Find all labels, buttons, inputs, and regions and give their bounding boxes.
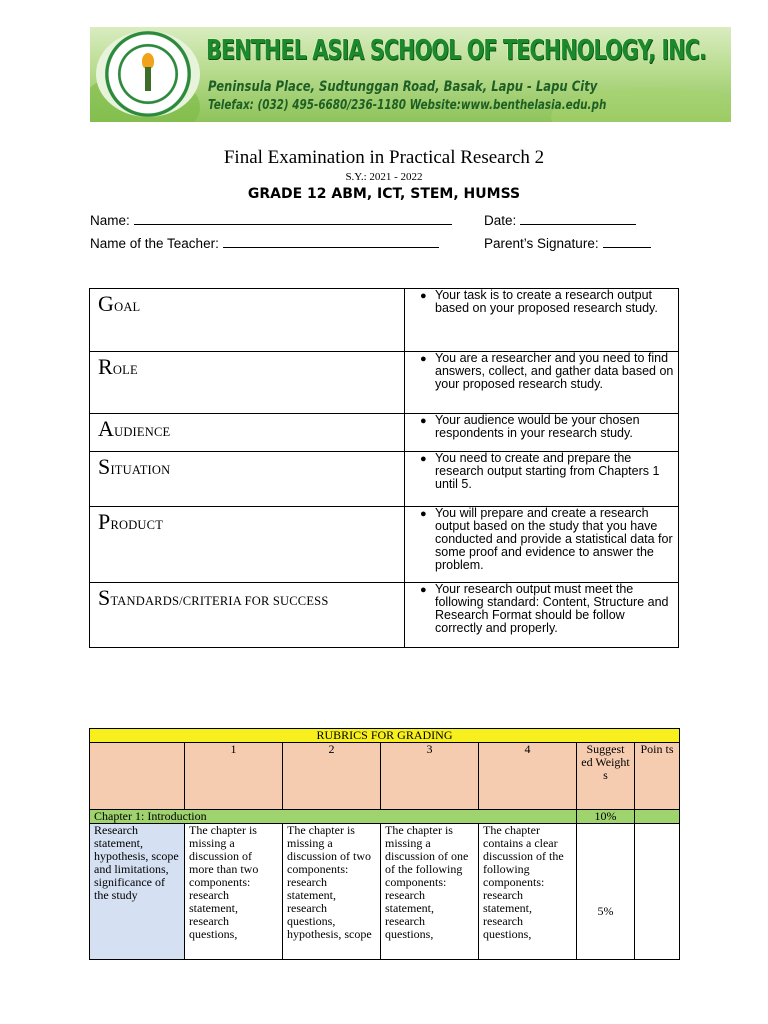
level-3-cell: The chapter is missing a discussion of one of the following components: research statement, research questions, [381,824,479,960]
grade-levels: GRADE 12 ABM, ICT, STEM, HUMSS [247,186,521,202]
name-field[interactable] [90,212,452,228]
rubric-header-cell: 2 [283,743,381,810]
criterion-cell: Research statement, hypothesis, scope and limitations, significance of the study [90,824,185,960]
signature-label: Parent’s Signature: [484,236,599,251]
rubric-title-row [90,729,680,743]
date-field[interactable] [484,212,636,228]
rubric-header-cell: 1 [185,743,283,810]
grasps-row-product [90,507,679,583]
rubric-header-cell [90,743,185,810]
school-year: S.Y.: 2021 - 2022 [345,171,423,183]
grasps-description: ● Your audience would be your chosen respondents in your research study. [405,414,679,452]
grasps-label: STANDARDS/CRITERIA FOR SUCCESS [90,583,405,648]
grasps-description: ● You are a researcher and you need to find answers, collect, and gather data based on your proposed research study. [405,352,679,414]
school-seal-icon [96,31,200,117]
grasps-label: SITUATION [90,452,405,507]
school-address: Peninsula Place, Sudtunggan Road, Basak, Lapu - Lapu City [208,79,598,95]
rubric-criterion-row [90,824,680,960]
teacher-label: Name of the Teacher: [90,236,219,251]
teacher-field[interactable] [90,235,439,251]
signature-line[interactable] [603,235,651,248]
name-label: Name: [90,213,130,228]
grasps-label: PRODUCT [90,507,405,583]
grasps-description: ● You need to create and prepare the research output starting from Chapters 1 until 5. [405,452,679,507]
rubric-chapter-row [90,810,680,824]
weight-cell: 5% [577,824,635,960]
grasps-row-audience [90,414,679,452]
chapter-points [635,810,680,824]
grasps-description: ● Your research output must meet the following standard: Content, Structure and Research Format should be follow correctly and properly. [405,583,679,648]
signature-field[interactable] [484,235,651,251]
grasps-row-standards [90,583,679,648]
chapter-weight: 10% [577,810,635,824]
teacher-line[interactable] [223,235,439,248]
torch-icon [140,53,156,91]
rubric-header-cell: 3 [381,743,479,810]
grasps-row-role [90,352,679,414]
rubric-header-cell: Suggest ed Weight s [577,743,635,810]
grasps-label: ROLE [90,352,405,414]
rubric-table [89,728,680,960]
grasps-description: ● Your task is to create a research output based on your proposed research study. [405,289,679,352]
grasps-description: ● You will prepare and create a research output based on the study that you have conducted and provide a statistical data for some proof and evidence to answer the problem. [405,507,679,583]
level-2-cell: The chapter is missing a discussion of two components: research statement, research questions, hypothesis, scope [283,824,381,960]
grasps-table [89,288,679,648]
chapter-label: Chapter 1: Introduction [90,810,577,824]
level-1-cell: The chapter is missing a discussion of more than two components: research statement, research questions, [185,824,283,960]
rubric-title: RUBRICS FOR GRADING [90,729,680,743]
grasps-row-goal [90,289,679,352]
grasps-label: AUDIENCE [90,414,405,452]
level-4-cell: The chapter contains a clear discussion of the following components: research statement, research questions, [479,824,577,960]
rubric-header-row [90,743,680,810]
school-name: BENTHEL ASIA SCHOOL OF TECHNOLOGY, INC. [206,33,706,66]
points-cell[interactable] [635,824,680,960]
date-line[interactable] [520,212,636,225]
school-banner [90,27,731,122]
date-label: Date: [484,213,517,228]
school-contact: Telefax: (032) 495-6680/236-1180 Website:www.benthelasia.edu.ph [208,98,607,113]
exam-title: Final Examination in Practical Research 2 [223,147,545,168]
grasps-label: GOAL [90,289,405,352]
name-line[interactable] [134,212,452,225]
rubric-header-cell: Poin ts [635,743,680,810]
grasps-row-situation [90,452,679,507]
rubric-header-cell: 4 [479,743,577,810]
